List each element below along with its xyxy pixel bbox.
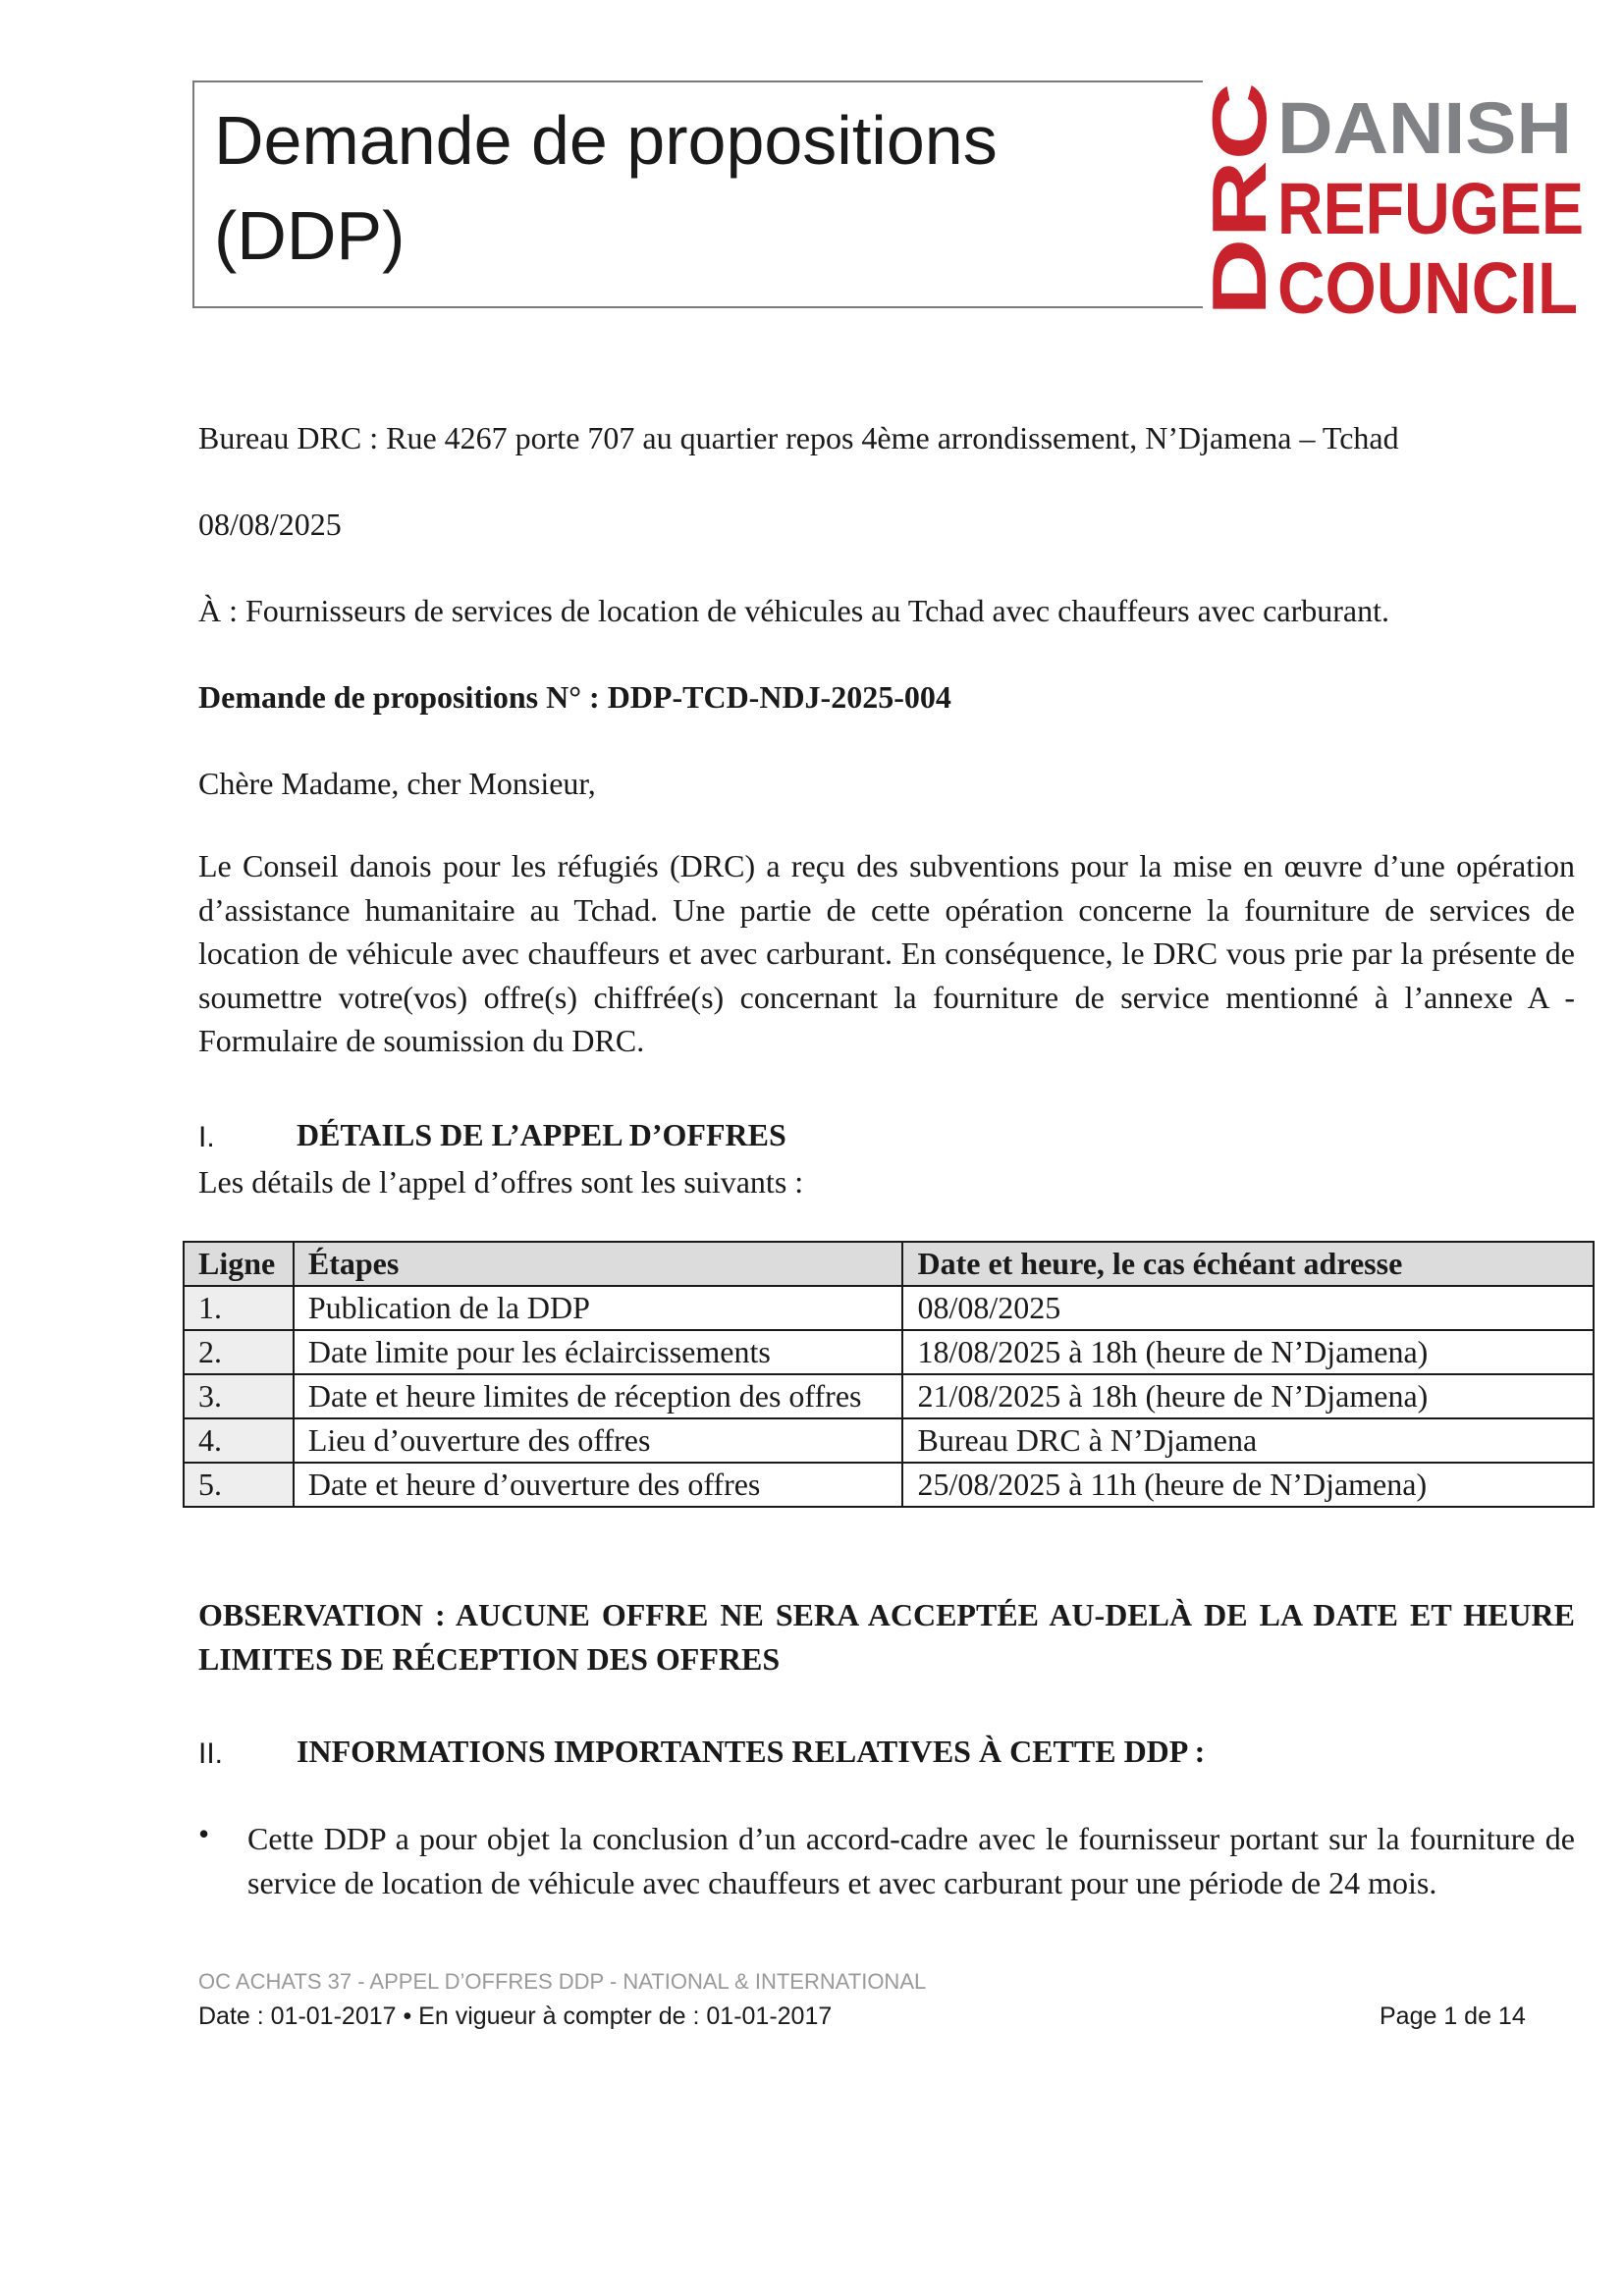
recipient-line: À : Fournisseurs de services de location de véhicules au Tchad avec chauffeurs avec carburant. — [198, 593, 1389, 628]
intro-paragraph: Le Conseil danois pour les réfugiés (DRC) a reçu des subventions pour la mise en œuvre d’une opération d’assistance humanitaire au Tchad. Une partie de cette opération concerne la fourniture de services de location de véhicule avec chauffeurs et avec carburant. En conséquence, le DRC vous prie par la présente de soumettre votre(vos) offre(s) chiffrée(s) concernant la fourniture de service mentionné à l’annexe A - Formulaire de soumission du DRC. — [198, 848, 1575, 1058]
section-1-title: DÉTAILS DE L’APPEL D’OFFRES — [297, 1117, 786, 1152]
table-cell: 1. — [184, 1286, 294, 1330]
tender-details-table — [183, 1241, 1595, 1508]
table-row — [184, 1330, 1594, 1374]
table-row — [184, 1374, 1594, 1418]
table-cell: Publication de la DDP — [294, 1286, 903, 1330]
table-row — [184, 1286, 1594, 1330]
document-title: Demande de propositions — [214, 102, 998, 179]
section-2-number: II. — [198, 1737, 224, 1770]
section-2-title: INFORMATIONS IMPORTANTES RELATIVES À CETTE DDP : — [297, 1734, 1206, 1769]
table-header-cell: Date et heure, le cas échéant adresse — [902, 1242, 1594, 1286]
table-row — [184, 1418, 1594, 1463]
logo-word-refugee: REFUGEE — [1277, 168, 1584, 249]
section-1-lead: Les détails de l’appel d’offres sont les suivants : — [198, 1164, 804, 1200]
drc-logo — [1196, 77, 1591, 329]
table-cell: 4. — [184, 1418, 294, 1463]
drc-monogram-text: DRC — [1196, 150, 1282, 316]
document-title-abbreviation: (DDP) — [214, 197, 406, 274]
table-row — [184, 1463, 1594, 1507]
table-cell: Bureau DRC à N’Djamena — [902, 1418, 1594, 1463]
table-cell: 21/08/2025 à 18h (heure de N’Djamena) — [902, 1374, 1594, 1418]
page-number: Page 1 de 14 — [1380, 2002, 1526, 2030]
letter-date: 08/08/2025 — [198, 507, 342, 542]
table-cell: Lieu d’ouverture des offres — [294, 1418, 903, 1463]
table-cell: Date limite pour les éclaircissements — [294, 1330, 903, 1374]
table-header-cell: Ligne — [184, 1242, 294, 1286]
table-cell: 3. — [184, 1374, 294, 1418]
logo-word-council: COUNCIL — [1277, 247, 1578, 329]
office-address: Bureau DRC : Rue 4267 porte 707 au quartier repos 4ème arrondissement, N’Djamena – Tchad — [198, 420, 1399, 455]
drc-logo-graphic — [1196, 77, 1591, 329]
table-header-cell: Étapes — [294, 1242, 903, 1286]
table-header-row — [184, 1242, 1594, 1286]
table-cell: 2. — [184, 1330, 294, 1374]
table-cell: 08/08/2025 — [902, 1286, 1594, 1330]
table-cell: Date et heure limites de réception des offres — [294, 1374, 903, 1418]
bullet-item: Cette DDP a pour objet la conclusion d’un accord-cadre avec le fournisseur portant sur la fourniture de service de location de véhicule avec chauffeurs et avec carburant pour une période de 24 mois. — [247, 1821, 1575, 1900]
rfp-reference: Demande de propositions N° : DDP-TCD-NDJ-2025-004 — [198, 679, 951, 715]
drc-monogram — [1196, 82, 1282, 316]
footer-reference: OC ACHATS 37 - APPEL D’OFFRES DDP - NATIONAL & INTERNATIONAL — [198, 1969, 927, 1994]
bullet-marker: • — [198, 1816, 210, 1851]
logo-word-danish: DANISH — [1277, 87, 1572, 169]
table-cell: 5. — [184, 1463, 294, 1507]
observation-notice: OBSERVATION : AUCUNE OFFRE NE SERA ACCEPTÉE AU-DELÀ DE LA DATE ET HEURE LIMITES DE RÉCEPTION DES OFFRES — [198, 1597, 1575, 1677]
salutation: Chère Madame, cher Monsieur, — [198, 766, 596, 801]
table-cell: 25/08/2025 à 11h (heure de N’Djamena) — [902, 1463, 1594, 1507]
table-cell: Date et heure d’ouverture des offres — [294, 1463, 903, 1507]
footer-dates: Date : 01-01-2017 • En vigueur à compter de : 01-01-2017 — [198, 2002, 833, 2030]
table-cell: 18/08/2025 à 18h (heure de N’Djamena) — [902, 1330, 1594, 1374]
section-1-number: I. — [198, 1121, 215, 1153]
